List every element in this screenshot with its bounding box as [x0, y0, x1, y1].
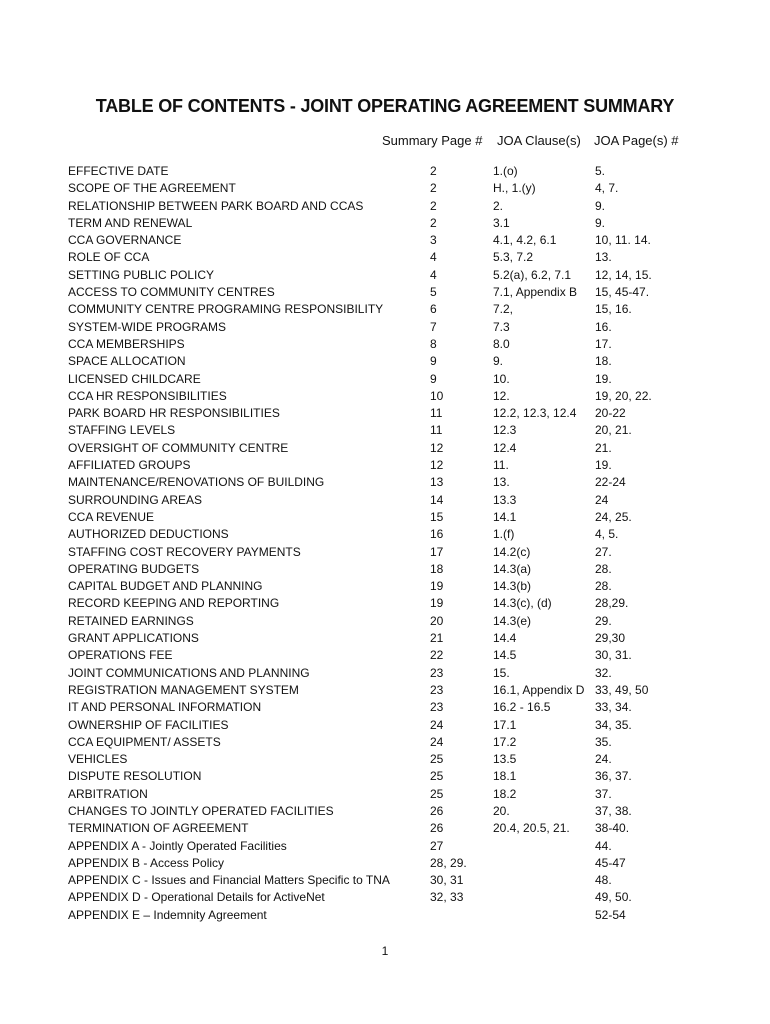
joa-clause-cell: 18.1 [493, 769, 517, 784]
joa-clause-cell: 18.2 [493, 786, 517, 801]
table-row [0, 492, 770, 509]
summary-page-cell: 23 [430, 700, 444, 715]
summary-page-cell: 15 [430, 509, 444, 524]
joa-clause-cell: 16.1, Appendix D [493, 682, 585, 697]
joa-clause-cell: 14.3(b) [493, 579, 532, 594]
topic-cell: SCOPE OF THE AGREEMENT [68, 181, 236, 196]
joa-pages-cell: 29,30 [595, 631, 626, 646]
joa-clause-cell: 3.1 [493, 215, 510, 230]
table-row [0, 232, 770, 249]
summary-page-cell: 11 [430, 406, 443, 421]
summary-page-cell: 12 [430, 458, 444, 473]
joa-clause-cell: 17.1 [493, 717, 517, 732]
topic-cell: APPENDIX E – Indemnity Agreement [68, 907, 267, 922]
table-row [0, 457, 770, 474]
summary-page-cell: 11 [430, 423, 443, 438]
joa-clause-cell: 17.2 [493, 734, 517, 749]
joa-clause-cell: 7.2, [493, 302, 514, 317]
table-row [0, 734, 770, 751]
joa-clause-cell: 12.4 [493, 440, 517, 455]
topic-cell: OPERATIONS FEE [68, 648, 173, 663]
table-row [0, 717, 770, 734]
table-row [0, 682, 770, 699]
joa-pages-cell: 20, 21. [595, 423, 632, 438]
joa-clause-cell: 14.3(a) [493, 561, 532, 576]
topic-cell: JOINT COMMUNICATIONS AND PLANNING [68, 665, 310, 680]
joa-pages-cell: 34, 35. [595, 717, 632, 732]
table-row [0, 751, 770, 768]
table-row [0, 371, 770, 388]
topic-cell: STAFFING LEVELS [68, 423, 176, 438]
topic-cell: GRANT APPLICATIONS [68, 631, 199, 646]
topic-cell: RELATIONSHIP BETWEEN PARK BOARD AND CCAS [68, 198, 364, 213]
joa-pages-cell: 24. [595, 752, 612, 767]
summary-page-cell: 18 [430, 561, 444, 576]
joa-pages-cell: 37, 38. [595, 803, 632, 818]
joa-pages-cell: 33, 34. [595, 700, 632, 715]
joa-clause-cell: 12.3 [493, 423, 517, 438]
topic-cell: CAPITAL BUDGET AND PLANNING [68, 579, 263, 594]
summary-page-cell: 19 [430, 596, 444, 611]
topic-cell: RECORD KEEPING AND REPORTING [68, 596, 280, 611]
topic-cell: APPENDIX B - Access Policy [68, 855, 225, 870]
table-of-contents [0, 163, 770, 924]
joa-pages-cell: 28. [595, 579, 612, 594]
summary-page-cell: 27 [430, 838, 444, 853]
topic-cell: DISPUTE RESOLUTION [68, 769, 202, 784]
joa-pages-cell: 21. [595, 440, 612, 455]
summary-page-cell: 24 [430, 717, 444, 732]
joa-clause-cell: 1.(f) [493, 527, 515, 542]
table-row [0, 405, 770, 422]
document-title: TABLE OF CONTENTS - JOINT OPERATING AGREEMENT SUMMARY [95, 96, 675, 116]
joa-pages-cell: 30, 31. [595, 648, 632, 663]
joa-pages-cell: 4, 5. [595, 527, 619, 542]
joa-clause-cell: 11. [493, 458, 509, 473]
table-row [0, 474, 770, 491]
joa-clause-cell: 20.4, 20.5, 21. [493, 821, 570, 836]
joa-pages-cell: 9. [595, 215, 606, 230]
summary-page-cell: 32, 33 [430, 890, 464, 905]
joa-clause-cell: 14.3(e) [493, 613, 532, 628]
joa-pages-cell: 36, 37. [595, 769, 632, 784]
table-row [0, 319, 770, 336]
joa-clause-cell: 1.(o) [493, 164, 518, 178]
joa-pages-cell: 13. [595, 250, 612, 265]
joa-pages-cell: 44. [595, 838, 612, 853]
joa-clause-cell: 20. [493, 803, 510, 818]
joa-pages-cell: 19. [595, 458, 612, 473]
topic-cell: CHANGES TO JOINTLY OPERATED FACILITIES [68, 803, 334, 818]
table-row [0, 422, 770, 439]
topic-cell: SYSTEM-WIDE PROGRAMS [68, 319, 227, 334]
table-row [0, 699, 770, 716]
table-row [0, 336, 770, 353]
topic-cell: RETAINED EARNINGS [68, 613, 194, 628]
summary-page-cell: 16 [430, 527, 444, 542]
summary-page-cell: 22 [430, 648, 444, 663]
table-row [0, 215, 770, 232]
topic-cell: ROLE OF CCA [68, 250, 150, 265]
table-row [0, 665, 770, 682]
joa-pages-cell: 16. [595, 319, 612, 334]
joa-pages-cell: 4, 7. [595, 181, 619, 196]
page-number: 1 [381, 944, 389, 958]
joa-pages-cell: 27. [595, 544, 612, 559]
table-row [0, 786, 770, 803]
table-row [0, 561, 770, 578]
topic-cell: PARK BOARD HR RESPONSIBILITIES [68, 406, 280, 421]
summary-page-cell: 25 [430, 769, 444, 784]
summary-page-cell: 2 [430, 164, 437, 178]
topic-cell: ARBITRATION [68, 786, 148, 801]
joa-clause-cell: 14.2(c) [493, 544, 531, 559]
table-row [0, 198, 770, 215]
joa-clause-cell: 13.5 [493, 752, 517, 767]
joa-clause-cell: 2. [493, 198, 504, 213]
topic-cell: CCA HR RESPONSIBILITIES [68, 388, 227, 403]
summary-page-cell: 30, 31 [430, 873, 464, 888]
joa-pages-cell: 52-54 [595, 907, 626, 922]
joa-pages-cell: 32. [595, 665, 612, 680]
table-row [0, 249, 770, 266]
topic-cell: ACCESS TO COMMUNITY CENTRES [68, 285, 275, 300]
joa-clause-cell: 13.3 [493, 492, 517, 507]
joa-clause-cell: 14.5 [493, 648, 517, 663]
joa-pages-cell: 28. [595, 561, 612, 576]
summary-page-cell: 19 [430, 579, 444, 594]
joa-pages-column-header: JOA Page(s) # [594, 133, 679, 148]
joa-pages-cell: 19, 20, 22. [595, 388, 652, 403]
topic-cell: IT AND PERSONAL INFORMATION [68, 700, 262, 715]
topic-cell: TERMINATION OF AGREEMENT [68, 821, 249, 836]
table-row [0, 595, 770, 612]
table-row [0, 267, 770, 284]
table-row [0, 301, 770, 318]
table-row [0, 838, 770, 855]
topic-cell: SPACE ALLOCATION [68, 354, 186, 369]
summary-page-cell: 4 [430, 250, 437, 265]
joa-clause-cell: 5.3, 7.2 [493, 250, 534, 265]
joa-pages-cell: 9. [595, 198, 606, 213]
summary-page-cell: 5 [430, 285, 437, 300]
summary-page-cell: 23 [430, 665, 444, 680]
joa-pages-cell: 12, 14, 15. [595, 267, 652, 282]
joa-clause-cell: 12.2, 12.3, 12.4 [493, 406, 577, 421]
table-row [0, 163, 770, 180]
joa-pages-cell: 24 [595, 492, 609, 507]
summary-page-cell: 17 [430, 544, 444, 559]
joa-pages-cell: 33, 49, 50 [595, 682, 649, 697]
topic-cell: LICENSED CHILDCARE [68, 371, 201, 386]
summary-page-cell: 24 [430, 734, 444, 749]
summary-page-cell: 6 [430, 302, 437, 317]
topic-cell: VEHICLES [68, 752, 128, 767]
joa-clause-cell: 14.4 [493, 631, 517, 646]
joa-clause-cell: 7.1, Appendix B [493, 285, 578, 300]
table-row [0, 440, 770, 457]
topic-cell: CCA GOVERNANCE [68, 233, 182, 248]
joa-pages-cell: 29. [595, 613, 612, 628]
summary-page-cell: 2 [430, 215, 437, 230]
joa-pages-cell: 19. [595, 371, 612, 386]
joa-pages-cell: 22-24 [595, 475, 626, 490]
joa-clause-cell: 8.0 [493, 336, 510, 351]
table-row [0, 768, 770, 785]
joa-pages-cell: 10, 11. 14. [595, 233, 651, 248]
joa-pages-cell: 5. [595, 164, 606, 178]
topic-cell: STAFFING COST RECOVERY PAYMENTS [68, 544, 301, 559]
summary-page-cell: 10 [430, 388, 444, 403]
joa-clause-cell: 14.1 [493, 509, 517, 524]
summary-page-cell: 9 [430, 371, 437, 386]
topic-cell: APPENDIX A - Jointly Operated Facilities [68, 838, 287, 853]
topic-cell: APPENDIX C - Issues and Financial Matters Specific to TNA [68, 873, 390, 888]
table-row [0, 544, 770, 561]
summary-page-cell: 14 [430, 492, 444, 507]
topic-cell: AUTHORIZED DEDUCTIONS [68, 527, 229, 542]
joa-pages-cell: 20-22 [595, 406, 626, 421]
table-row [0, 872, 770, 889]
table-row [0, 647, 770, 664]
topic-cell: REGISTRATION MANAGEMENT SYSTEM [68, 682, 299, 697]
joa-clause-cell: 5.2(a), 6.2, 7.1 [493, 267, 572, 282]
joa-pages-cell: 15, 16. [595, 302, 632, 317]
table-row [0, 509, 770, 526]
summary-page-cell: 8 [430, 336, 437, 351]
table-row [0, 180, 770, 197]
topic-cell: SURROUNDING AREAS [68, 492, 203, 507]
joa-clause-cell: 9. [493, 354, 504, 369]
topic-cell: OVERSIGHT OF COMMUNITY CENTRE [68, 440, 289, 455]
summary-page-cell: 26 [430, 803, 444, 818]
topic-cell: OPERATING BUDGETS [68, 561, 200, 576]
summary-page-cell: 4 [430, 267, 437, 282]
table-row [0, 388, 770, 405]
joa-clause-cell: 13. [493, 475, 510, 490]
joa-pages-cell: 24, 25. [595, 509, 632, 524]
summary-page-cell: 12 [430, 440, 444, 455]
table-row [0, 820, 770, 837]
joa-pages-cell: 18. [595, 354, 612, 369]
topic-cell: CCA REVENUE [68, 509, 155, 524]
joa-clause-column-header: JOA Clause(s) [497, 133, 581, 148]
summary-page-cell: 2 [430, 181, 437, 196]
summary-page-cell: 9 [430, 354, 437, 369]
table-row [0, 889, 770, 906]
joa-pages-cell: 35. [595, 734, 612, 749]
topic-cell: SETTING PUBLIC POLICY [68, 267, 215, 282]
summary-page-cell: 25 [430, 786, 444, 801]
summary-page-cell: 7 [430, 319, 437, 334]
joa-pages-cell: 17. [595, 336, 612, 351]
summary-page-cell: 20 [430, 613, 444, 628]
joa-pages-cell: 49, 50. [595, 890, 632, 905]
topic-cell: AFFILIATED GROUPS [68, 458, 191, 473]
table-row [0, 526, 770, 543]
summary-page-cell: 2 [430, 198, 437, 213]
topic-cell: EFFECTIVE DATE [68, 164, 169, 178]
joa-pages-cell: 15, 45-47. [595, 285, 650, 300]
joa-pages-cell: 45-47 [595, 855, 626, 870]
joa-clause-cell: 16.2 - 16.5 [493, 700, 551, 715]
topic-cell: CCA EQUIPMENT/ ASSETS [68, 734, 221, 749]
joa-pages-cell: 48. [595, 873, 612, 888]
joa-pages-cell: 28,29. [595, 596, 629, 611]
joa-pages-cell: 37. [595, 786, 612, 801]
table-row [0, 803, 770, 820]
joa-clause-cell: 12. [493, 388, 510, 403]
topic-cell: CCA MEMBERSHIPS [68, 336, 185, 351]
joa-clause-cell: 7.3 [493, 319, 510, 334]
topic-cell: TERM AND RENEWAL [68, 215, 193, 230]
summary-page-cell: 28, 29. [430, 855, 467, 870]
topic-cell: COMMUNITY CENTRE PROGRAMING RESPONSIBILITY [68, 302, 384, 317]
table-row [0, 613, 770, 630]
table-row [0, 353, 770, 370]
summary-page-cell: 21 [430, 631, 444, 646]
summary-page-cell: 25 [430, 752, 444, 767]
table-row [0, 855, 770, 872]
joa-pages-cell: 38-40. [595, 821, 630, 836]
joa-clause-cell: 14.3(c), (d) [493, 596, 552, 611]
topic-cell: OWNERSHIP OF FACILITIES [68, 717, 229, 732]
joa-clause-cell: H., 1.(y) [493, 181, 536, 196]
summary-page-cell: 13 [430, 475, 444, 490]
table-row [0, 578, 770, 595]
joa-clause-cell: 4.1, 4.2, 6.1 [493, 233, 557, 248]
table-row [0, 907, 770, 924]
summary-page-column-header: Summary Page # [382, 133, 483, 148]
table-row [0, 630, 770, 647]
table-row [0, 284, 770, 301]
joa-clause-cell: 10. [493, 371, 510, 386]
joa-clause-cell: 15. [493, 665, 510, 680]
summary-page-cell: 26 [430, 821, 444, 836]
summary-page-cell: 23 [430, 682, 444, 697]
summary-page-cell: 3 [430, 233, 437, 248]
topic-cell: MAINTENANCE/RENOVATIONS OF BUILDING [68, 475, 325, 490]
topic-cell: APPENDIX D - Operational Details for ActiveNet [68, 890, 325, 905]
